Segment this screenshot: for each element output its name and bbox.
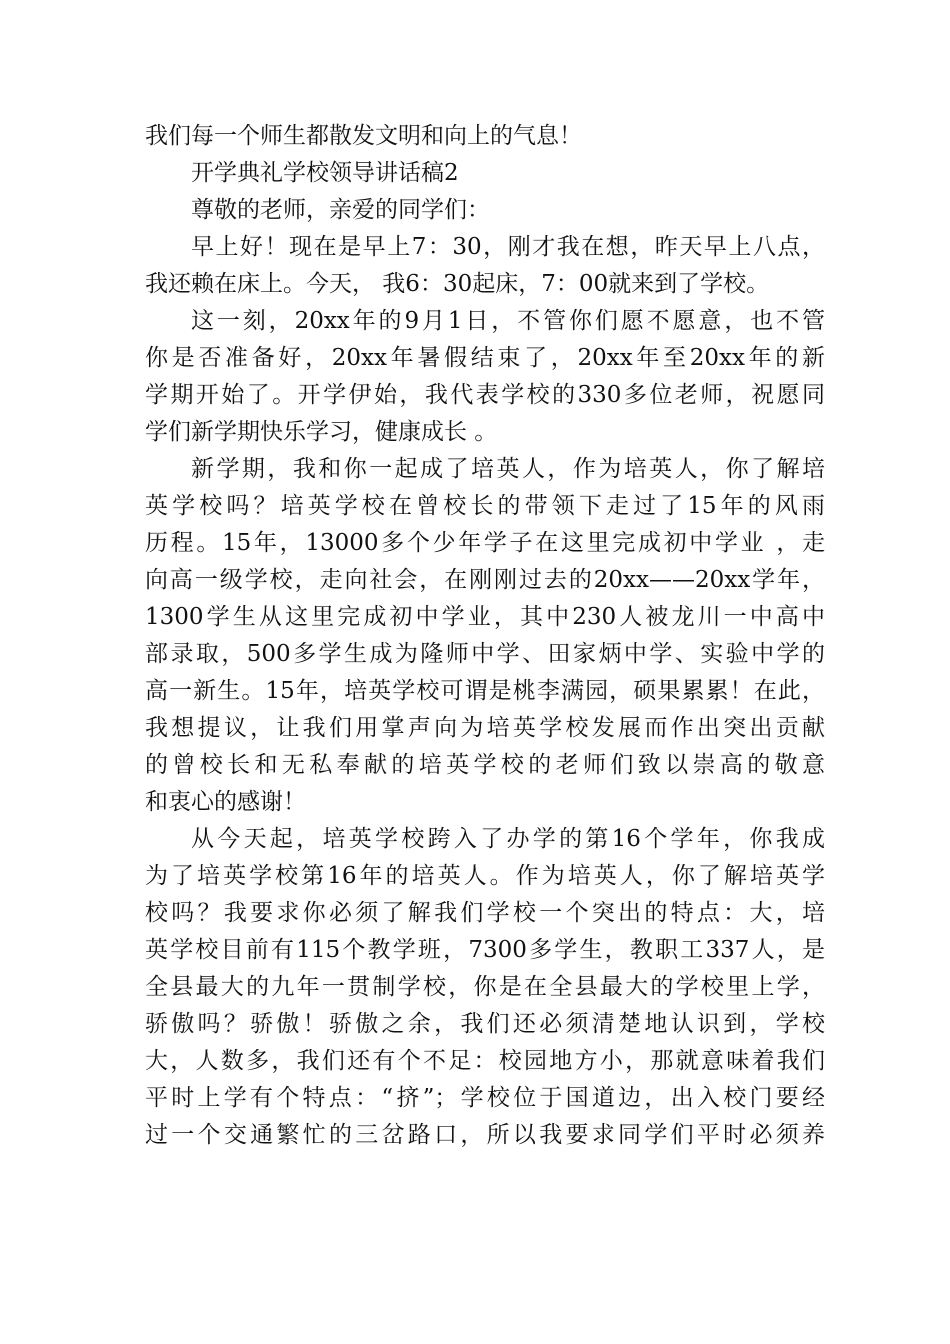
text-line: 高一新生。15年，培英学校可谓是桃李满园，硕果累累！在此， [145, 678, 825, 704]
text-line: 英学校目前有115个教学班，7300多学生，教职工337人，是 [145, 937, 825, 963]
text-line: 大，人数多，我们还有个不足：校园地方小，那就意味着我们 [145, 1048, 825, 1074]
text-line: 和衷心的感谢！ [145, 789, 306, 815]
text-line: 的曾校长和无私奉献的培英学校的老师们致以崇高的敬意 [145, 752, 825, 778]
text-line: 骄傲吗？骄傲！骄傲之余，我们还必须清楚地认识到，学校 [145, 1011, 825, 1037]
text-line: 新学期，我和你一起成了培英人，作为培英人，你了解培 [191, 456, 825, 482]
text-line: 部录取，500多学生成为隆师中学、田家炳中学、实验中学的 [145, 641, 825, 667]
text-line: 我想提议，让我们用掌声向为培英学校发展而作出突出贡献 [145, 715, 825, 741]
text-line: 从今天起，培英学校跨入了办学的第16个学年，你我成 [191, 826, 825, 852]
text-line: 尊敬的老师，亲爱的同学们： [191, 197, 490, 223]
text-line: 历程。15年，13000多个少年学子在这里完成初中学业 ，走 [145, 530, 825, 556]
text-line: 学们新学期快乐学习，健康成长 。 [145, 419, 498, 445]
text-line: 全县最大的九年一贯制学校，你是在全县最大的学校里上学， [145, 974, 825, 1000]
text-line: 向高一级学校，走向社会，在刚刚过去的20xx——20xx学年， [145, 567, 825, 593]
speech-text-body [145, 118, 825, 1154]
text-line: 为了培英学校第16年的培英人。作为培英人，你了解培英学 [145, 863, 825, 889]
text-line: 过一个交通繁忙的三岔路口，所以我要求同学们平时必须养 [145, 1122, 825, 1148]
text-line: 学期开始了。开学伊始，我代表学校的330多位老师，祝愿同 [145, 382, 825, 408]
text-line: 你是否准备好，20xx年暑假结束了，20xx年至20xx年的新 [145, 345, 825, 371]
text-line: 1300学生从这里完成初中学业，其中230人被龙川一中高中 [145, 604, 825, 630]
text-line: 这一刻，20xx年的9月1日，不管你们愿不愿意，也不管 [191, 308, 825, 334]
text-line: 开学典礼学校领导讲话稿2 [191, 160, 459, 186]
text-line: 英学校吗？培英学校在曾校长的带领下走过了15年的风雨 [145, 493, 825, 519]
text-line: 早上好！现在是早上7：30，刚才我在想，昨天早上八点， [191, 234, 825, 260]
text-line: 我们每一个师生都散发文明和向上的气息！ [145, 123, 582, 149]
text-line: 校吗？我要求你必须了解我们学校一个突出的特点：大，培 [145, 900, 825, 926]
text-line: 我还赖在床上。今天， 我6：30起床，7：00就来到了学校。 [145, 271, 770, 297]
text-line: 平时上学有个特点：“挤”；学校位于国道边，出入校门要经 [145, 1085, 825, 1111]
